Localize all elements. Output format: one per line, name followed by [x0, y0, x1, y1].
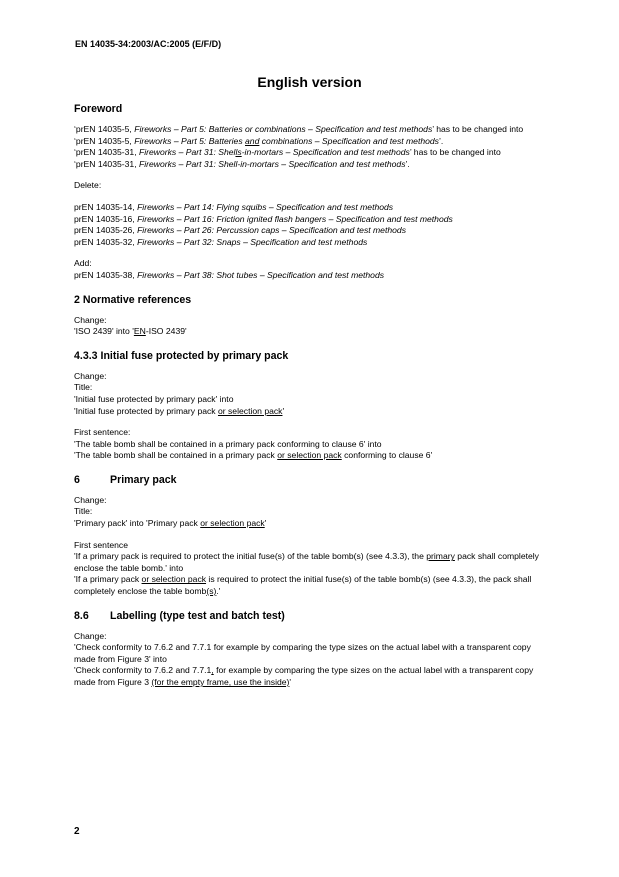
document-header: EN 14035-34:2003/AC:2005 (E/F/D) — [75, 39, 222, 49]
foreword-line-1: ‘prEN 14035-5, Fireworks – Part 5: Batteries or combinations – Specification and test methods’ has to be changed into — [74, 124, 524, 134]
change-label: Change: — [74, 314, 107, 325]
title-new: 'Initial fuse protected by primary pack or selection pack' — [74, 405, 285, 416]
change-label: Change: — [74, 370, 107, 381]
change-label: Change: — [74, 630, 107, 641]
sentence-new: 'If a primary pack or selection pack is required to protect the initial fuse(s) of the table bomb(s) (see 4.3.3), the pack shall completely enclose the table bomb(s).' — [74, 574, 532, 597]
add-label: Add: — [74, 258, 92, 269]
change-label: Change: — [74, 494, 107, 505]
title-old: 'Initial fuse protected by primary pack' into — [74, 393, 234, 404]
foreword-line-4: ‘prEN 14035-31, Fireworks – Part 31: Shell-in-mortars – Specification and test methods’. — [74, 158, 410, 169]
title-label: Title: — [74, 382, 93, 393]
sentence-old: 'If a primary pack is required to protect the initial fuse(s) of the table bomb(s) (see 4.3.3), the primary pack shall completely enclose the table bomb.' into — [74, 551, 539, 573]
page-number: 2 — [74, 826, 80, 837]
first-sentence-label: First sentence: — [74, 427, 131, 438]
add-item: prEN 14035-38, Fireworks – Part 38: Shot tubes – Specification and test methods — [74, 269, 385, 280]
normative-change-line: 'ISO 2439' into 'EN-ISO 2439' — [74, 326, 187, 337]
sentence-old: 'The table bomb shall be contained in a primary pack conforming to clause 6' into — [74, 438, 382, 449]
first-sentence-label: First sentence — [74, 539, 128, 550]
normative-heading: 2 Normative references — [74, 293, 192, 306]
section-433-heading: 4.3.3 Initial fuse protected by primary pack — [74, 349, 289, 362]
paragraph-old: 'Check conformity to 7.6.2 and 7.7.1 for example by comparing the type sizes on the actual label with a transparent copy made from Figure 3' into — [74, 642, 531, 664]
section-86-heading: 8.6 Labelling (type test and batch test) — [74, 609, 285, 622]
delete-item: prEN 14035-26, Fireworks – Part 26: Percussion caps – Specification and test methods — [74, 225, 406, 236]
section-6-heading: 6 Primary pack — [74, 473, 177, 486]
foreword-heading: Foreword — [74, 103, 123, 115]
foreword-line-3: ‘prEN 14035-31, Fireworks – Part 31: Shells-in-mortars – Specification and test methods’ has to be changed into — [74, 147, 501, 158]
paragraph-new: 'Check conformity to 7.6.2 and 7.7.1, for example by comparing the type sizes on the actual label with a transparent copy made from Figure 3 (for the empty frame, use the inside)' — [74, 665, 534, 687]
delete-item: prEN 14035-32, Fireworks – Part 32: Snaps – Specification and test methods — [74, 236, 368, 247]
page-title: English version — [257, 74, 362, 90]
delete-label: Delete: — [74, 180, 102, 191]
document-body — [74, 103, 554, 689]
title-change: 'Primary pack' into 'Primary pack or selection pack' — [74, 518, 267, 529]
title-label: Title: — [74, 506, 93, 517]
delete-item: prEN 14035-14, Fireworks – Part 14: Flying squibs – Specification and test methods — [74, 201, 394, 212]
delete-item: prEN 14035-16, Fireworks – Part 16: Friction ignited flash bangers – Specification and test methods — [74, 213, 453, 224]
sentence-new: 'The table bomb shall be contained in a primary pack or selection pack conforming to clause 6' — [74, 450, 433, 461]
foreword-line-2: ‘prEN 14035-5, Fireworks – Part 5: Batteries and combinations – Specification and test methods’. — [74, 135, 444, 146]
